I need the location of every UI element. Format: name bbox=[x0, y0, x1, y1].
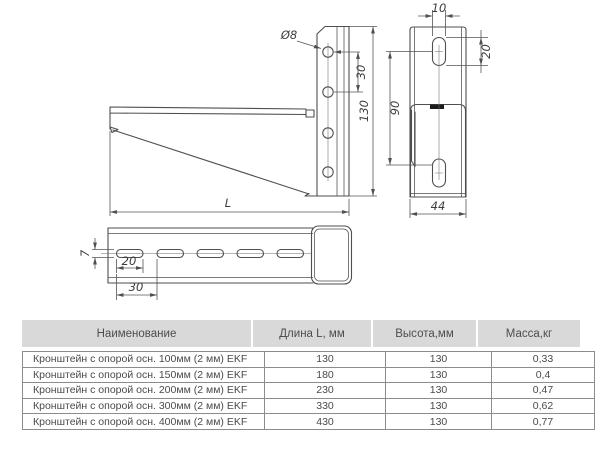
cell-height: 130 bbox=[386, 383, 492, 399]
cell-mass: 0,77 bbox=[492, 414, 595, 430]
front-brace-edge bbox=[412, 110, 416, 167]
side-view bbox=[110, 27, 377, 217]
cell-length: 430 bbox=[265, 414, 386, 430]
hole-diameter-label: Ø8 bbox=[280, 28, 298, 42]
cell-name: Кронштейн с опорой осн. 300мм (2 мм) EKF bbox=[23, 398, 265, 414]
cell-length: 130 bbox=[265, 352, 386, 368]
cell-mass: 0,4 bbox=[492, 367, 595, 383]
plate-width-label: 44 bbox=[430, 199, 446, 213]
cell-name: Кронштейн с опорой осн. 200мм (2 мм) EKF bbox=[23, 383, 265, 399]
cell-name: Кронштейн с опорой осн. 150мм (2 мм) EKF bbox=[23, 367, 265, 383]
table-row bbox=[23, 367, 595, 383]
arm-length-label: L bbox=[224, 196, 232, 210]
cell-height: 130 bbox=[386, 398, 492, 414]
header-height: Высота,мм bbox=[373, 320, 478, 347]
cell-length: 230 bbox=[265, 383, 386, 399]
front-slot-length-label: 20 bbox=[479, 44, 493, 59]
top-slot-spacing-label: 30 bbox=[128, 280, 144, 294]
header-mass: Масса,кг bbox=[478, 320, 580, 347]
spec-table bbox=[22, 320, 580, 430]
plate-height-label: 130 bbox=[357, 100, 371, 122]
top-slot-width-label: 7 bbox=[78, 249, 92, 258]
top-view bbox=[78, 226, 352, 300]
hole-spacing-label: 30 bbox=[354, 64, 368, 80]
front-fold-lines bbox=[410, 27, 466, 197]
top-arm-fold-lines bbox=[108, 234, 313, 278]
cell-length: 180 bbox=[265, 367, 386, 383]
top-arm-outline bbox=[108, 228, 313, 283]
header-length: Длина L, мм bbox=[253, 320, 373, 347]
table-row bbox=[23, 398, 595, 414]
table-row bbox=[23, 383, 595, 399]
cell-height: 130 bbox=[386, 367, 492, 383]
cell-mass: 0,33 bbox=[492, 352, 595, 368]
arm-outline bbox=[110, 107, 306, 129]
front-plate-outline bbox=[410, 27, 466, 197]
cell-height: 130 bbox=[386, 352, 492, 368]
cell-height: 130 bbox=[386, 414, 492, 430]
arm-junction bbox=[411, 105, 466, 198]
table-row bbox=[23, 414, 595, 430]
brace-diagonal bbox=[110, 127, 309, 194]
front-slot-width-label: 10 bbox=[431, 1, 447, 15]
top-plate-cap-outer bbox=[312, 226, 352, 284]
cell-length: 330 bbox=[265, 398, 386, 414]
top-plate-cap-inner bbox=[315, 229, 349, 281]
spec-table-header-row bbox=[22, 320, 580, 347]
weld-mark bbox=[430, 105, 444, 110]
front-view bbox=[386, 1, 493, 218]
front-slot-spacing-label: 90 bbox=[388, 100, 402, 116]
cell-name: Кронштейн с опорой осн. 100мм (2 мм) EKF bbox=[23, 352, 265, 368]
cell-name: Кронштейн с опорой осн. 400мм (2 мм) EKF bbox=[23, 414, 265, 430]
spec-table-body bbox=[22, 351, 595, 430]
arm-end-step bbox=[306, 110, 314, 117]
top-slot-length-label: 20 bbox=[121, 254, 137, 268]
table-row bbox=[23, 352, 595, 368]
header-name: Наименование bbox=[22, 320, 253, 347]
cell-mass: 0,47 bbox=[492, 383, 595, 399]
cell-mass: 0,62 bbox=[492, 398, 595, 414]
